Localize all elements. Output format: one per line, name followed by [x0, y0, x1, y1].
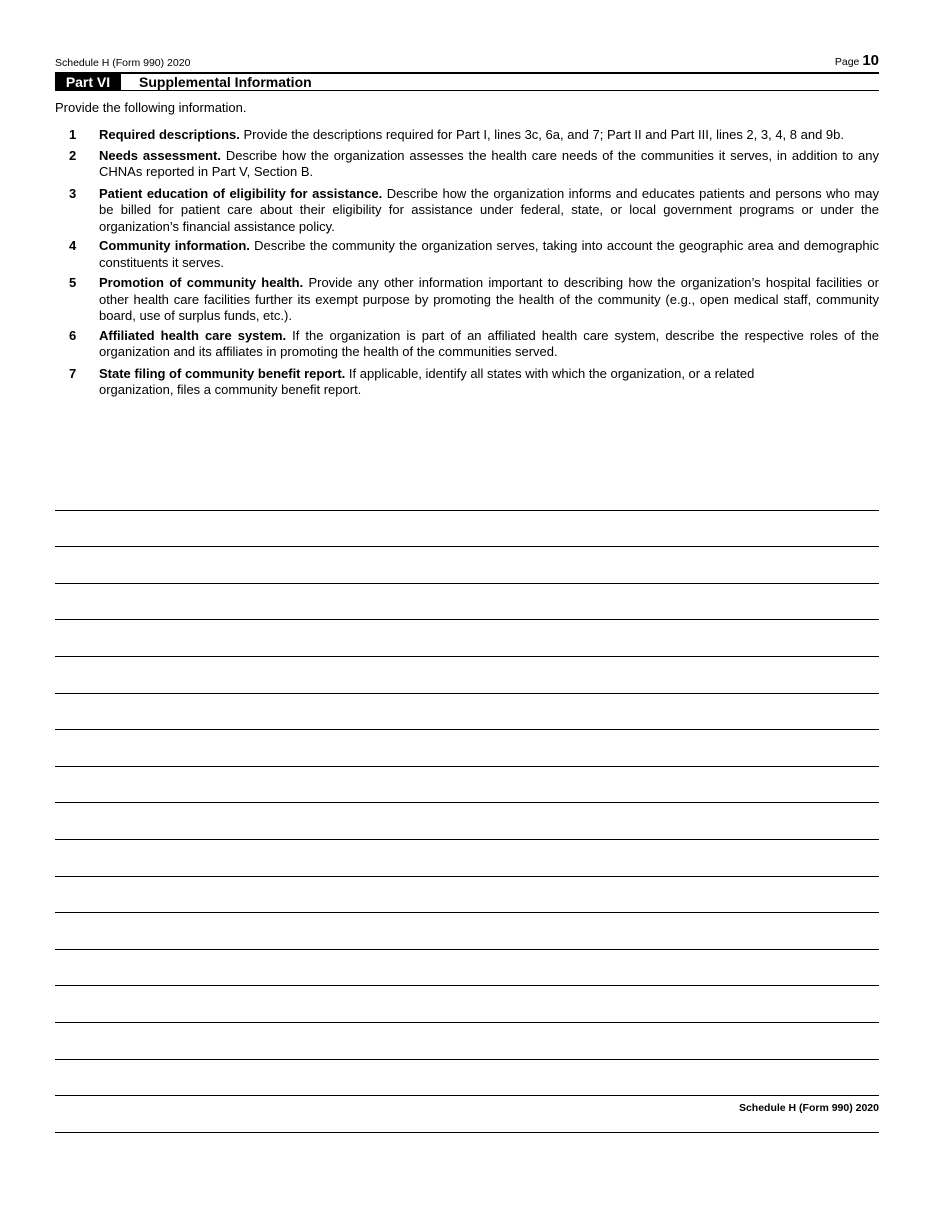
answer-line[interactable] [55, 547, 879, 584]
item-title: Affiliated health care system. [99, 327, 287, 343]
instruction-item [55, 186, 879, 236]
item-title: Community information. [99, 238, 250, 253]
page-number-label [835, 52, 879, 69]
answer-line[interactable] [55, 620, 879, 657]
item-text: If applicable, identify all states with which the organization, or a related organization, files a community benefit report. [99, 365, 755, 397]
item-number: 2 [69, 147, 77, 163]
answer-line[interactable] [55, 840, 879, 877]
instruction-item [55, 366, 879, 399]
answer-line[interactable] [55, 730, 879, 767]
answer-line[interactable] [55, 511, 879, 548]
item-number: 4 [69, 238, 77, 253]
intro-text: Provide the following information. [55, 100, 247, 115]
form-identifier: Schedule H (Form 990) 2020 [55, 57, 191, 69]
answer-line[interactable] [55, 657, 879, 694]
part-label: Part VI [55, 74, 121, 90]
instruction-item [55, 275, 879, 325]
answer-line[interactable] [55, 877, 879, 914]
item-number: 6 [69, 327, 77, 343]
item-title: Required descriptions. [99, 127, 240, 142]
answer-line[interactable] [55, 913, 879, 950]
item-text: If the organization is part of an affiliated health care system, describe the respective roles of the organization and its affiliates in promoting the health of the communities served. [99, 327, 879, 359]
item-text: Provide the descriptions required for Part I, lines 3c, 6a, and 7; Part II and Part III, lines 2, 3, 4, 8 and 9b. [243, 127, 845, 142]
item-number: 1 [69, 127, 77, 142]
item-number: 3 [69, 185, 77, 201]
answer-line[interactable] [55, 474, 879, 511]
item-text: Describe the community the organization serves, taking into account the geographic area and demographic constituents it serves. [99, 238, 879, 270]
answer-line[interactable] [55, 986, 879, 1023]
page-number: 10 [862, 52, 879, 69]
answer-line[interactable] [55, 584, 879, 621]
item-text: Describe how the organization assesses the health care needs of the communities it serves, in addition to any CHNAs reported in Part V, Section B. [99, 147, 879, 179]
item-title: Promotion of community health. [99, 275, 304, 290]
item-text: Provide any other information important to describing how the organization’s hospital facilities or other health care facilities further its exempt purpose by promoting the health of the community (e.g., open medical staff, community board, use of surplus funds, etc.). [99, 275, 879, 323]
page-label: Page [834, 56, 860, 68]
part-header [55, 72, 879, 91]
answer-line[interactable] [55, 767, 879, 804]
item-title: Needs assessment. [99, 147, 221, 163]
item-number: 7 [69, 365, 77, 381]
answer-line[interactable] [55, 1023, 879, 1060]
item-number: 5 [69, 275, 77, 290]
instruction-item [55, 238, 879, 271]
item-title: Patient education of eligibility for assistance. [99, 185, 383, 201]
supplemental-answer-area[interactable] [55, 474, 879, 1133]
instruction-item [55, 148, 879, 181]
item-title: State filing of community benefit report. [99, 365, 346, 381]
page-header [55, 52, 879, 72]
item-text: Describe how the organization informs and educates patients and persons who may be billed for patient care about their eligibility for assistance under federal, state, or local government programs or under the organization’s financial assistance policy. [99, 185, 879, 234]
answer-line[interactable] [55, 950, 879, 987]
instruction-item [55, 328, 879, 361]
instruction-item [55, 127, 879, 144]
answer-line[interactable] [55, 694, 879, 731]
instruction-list [55, 127, 879, 399]
part-title: Supplemental Information [139, 74, 312, 90]
page-footer: Schedule H (Form 990) 2020 [738, 1102, 879, 1114]
answer-line[interactable] [55, 1060, 879, 1097]
form-page [55, 52, 879, 1114]
answer-line[interactable] [55, 803, 879, 840]
